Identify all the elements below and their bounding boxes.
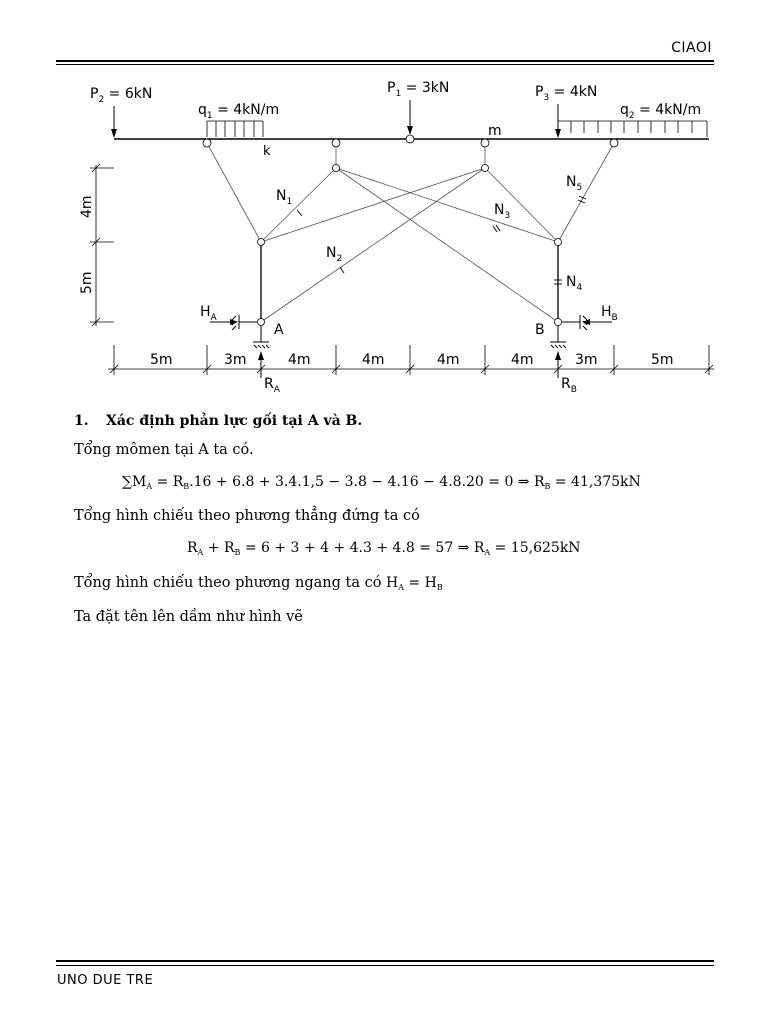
equation-horizontal: $H_A = H_B$ bbox=[386, 575, 443, 592]
paragraph-moment: Tổng mômen tại A ta có. bbox=[74, 442, 254, 458]
structure-diagram bbox=[0, 0, 768, 410]
span-label: 4m bbox=[511, 352, 534, 368]
span-label: 3m bbox=[224, 352, 247, 368]
label-ha: $H_A$ bbox=[200, 304, 217, 323]
distributed-load-q1 bbox=[207, 121, 263, 137]
equation-vertical: $R_A + R_B = 6 + 3 + 4 + 4.3 + 4.8 = 57$ ⇒ $R_A = 15,625kN$ bbox=[187, 540, 581, 557]
distributed-load-q2 bbox=[558, 121, 707, 137]
label-n5: $N_5$ bbox=[566, 174, 583, 193]
page-header: CIAOI bbox=[671, 40, 712, 56]
paragraph-vertical: Tổng hình chiếu theo phương thẳng đứng ta có bbox=[74, 508, 420, 524]
cut-marks bbox=[297, 196, 586, 284]
label-ra: $R_A$ bbox=[264, 376, 280, 395]
label-m: m bbox=[488, 123, 502, 139]
label-p1: $P_1 = 3kN$ bbox=[387, 80, 450, 99]
label-b: B bbox=[535, 322, 545, 338]
label-q1: $q_1 = 4kN/m$ bbox=[198, 102, 280, 121]
horizontal-dimension bbox=[108, 345, 714, 375]
label-hb: $H_B$ bbox=[601, 304, 618, 323]
label-q2: $q_2 = 4kN/m$ bbox=[620, 102, 702, 121]
span-label: 3m bbox=[575, 352, 598, 368]
page-footer: UNO DUE TRE bbox=[57, 973, 154, 988]
paragraph-horizontal: Tổng hình chiếu theo phương ngang ta có $H_A = H_B$ bbox=[74, 575, 443, 592]
span-label: 5m bbox=[651, 352, 674, 368]
label-dim-4m: 4m bbox=[79, 195, 95, 218]
label-n3: $N_3$ bbox=[494, 202, 511, 221]
label-p2: $P_2 = 6kN$ bbox=[90, 86, 153, 105]
footer-rule-thin bbox=[56, 965, 714, 966]
footer-rule bbox=[56, 960, 714, 962]
section-heading: 1. Xác định phản lực gối tại A và B. bbox=[74, 413, 363, 429]
label-k: k bbox=[263, 144, 271, 159]
span-label: 5m bbox=[150, 352, 173, 368]
label-n1: $N_1$ bbox=[276, 188, 293, 207]
span-label: 4m bbox=[437, 352, 460, 368]
label-a: A bbox=[274, 322, 284, 338]
label-n4: $N_4$ bbox=[566, 274, 583, 293]
label-dim-5m: 5m bbox=[79, 271, 95, 294]
vertical-dimension bbox=[90, 164, 114, 326]
label-n2: $N_2$ bbox=[326, 245, 343, 264]
hinges bbox=[203, 135, 618, 326]
equation-moment: $\sum M_A = R_B.16 + 6.8 + 3.4.1,5 - 3.8 - 4.16 - 4.8.20 = 0$ ⇒ $R_B = 41,375kN$ bbox=[122, 474, 641, 491]
label-p3: $P_3 = 4kN$ bbox=[535, 84, 598, 103]
span-label: 4m bbox=[362, 352, 385, 368]
truss-members bbox=[207, 143, 614, 322]
paragraph-naming: Ta đặt tên lên dầm như hình vẽ bbox=[74, 609, 303, 625]
span-label: 4m bbox=[288, 352, 311, 368]
label-rb: $R_B$ bbox=[561, 376, 577, 395]
